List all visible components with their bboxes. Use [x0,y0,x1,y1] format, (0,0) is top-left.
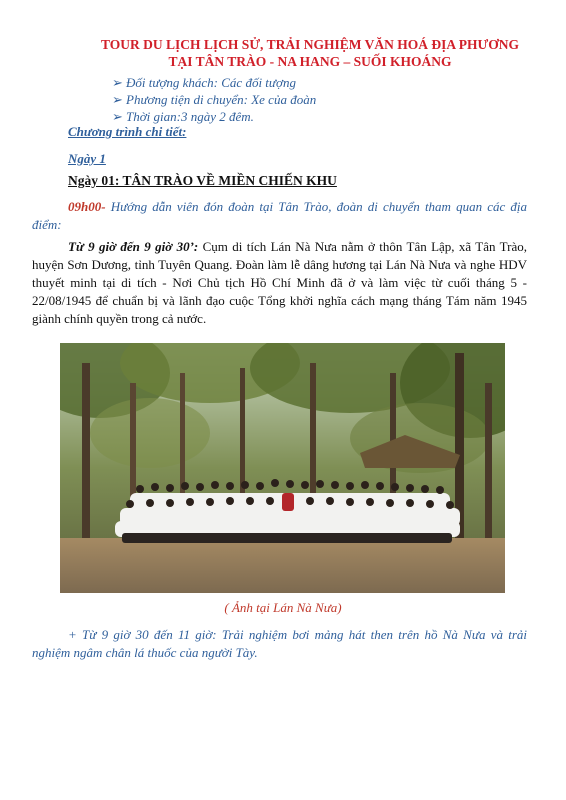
program-heading: Chương trình chi tiết: [68,124,187,139]
photo-caption: ( Ảnh tại Lán Nà Nưa) [224,600,342,615]
paragraph-text: Hướng dẫn viên đón đoàn tại Tân Trào, đoàn di chuyển tham quan các địa điểm: [32,199,527,232]
tour-info-list [112,74,316,125]
tour-title-line2: TẠI TÂN TRÀO - NA HANG – SUỐI KHOÁNG [168,54,452,69]
time-label: + Từ 9 giờ 30 đến 11 giờ: [68,627,217,642]
day1-title: Ngày 01: TÂN TRÀO VỀ MIỀN CHIẾN KHU [68,173,337,188]
time-label: Từ 9 giờ đến 9 giờ 30’: [68,239,199,254]
arrow-bullet-icon: ➢ [112,75,123,90]
list-item [112,91,316,108]
paragraph-0930-1100 [32,626,527,662]
list-item [112,74,316,91]
paragraph-0900-0930 [32,238,527,328]
arrow-bullet-icon: ➢ [112,92,123,107]
paragraph-text: Cụm di tích Lán Nà Nưa nằm ở thôn Tân Lập, xã Tân Trào, huyện Sơn Dương, tỉnh Tuyên Quang. Đoàn làm lễ dâng hương tại Lán Nà Nưa và nghe HDV thuyết minh tại di tích - Nơi Chủ tịch Hồ Chí Minh đã ở và làm việc từ cuối tháng 5 - 22/08/1945 để chuẩn bị và lãnh đạo cuộc Tổng khởi nghĩa cách mạng tháng Tám năm 1945 giành chính quyền trong cả nước. [32,239,527,326]
list-item [112,108,316,125]
group-photo-illustration [60,343,505,593]
bullet-text: Phương tiện di chuyển: Xe của đoàn [126,92,317,107]
day-heading: Ngày 1 [68,151,106,166]
time-label: 09h00- [68,199,106,214]
group-photo [60,343,505,593]
paragraph-0900 [32,198,527,234]
paragraph-text: Trải nghiệm bơi mảng hát then trên hồ Nà Nưa và trải nghiệm ngâm chân lá thuốc của người Tày. [32,627,528,660]
arrow-bullet-icon: ➢ [112,109,123,124]
bullet-text: Thời gian:3 ngày 2 đêm. [126,109,254,124]
bullet-text: Đối tượng khách: Các đối tượng [126,75,296,90]
tour-title-line1: TOUR DU LỊCH LỊCH SỬ, TRẢI NGHIỆM VĂN HOÁ ĐỊA PHƯƠNG [101,37,519,52]
